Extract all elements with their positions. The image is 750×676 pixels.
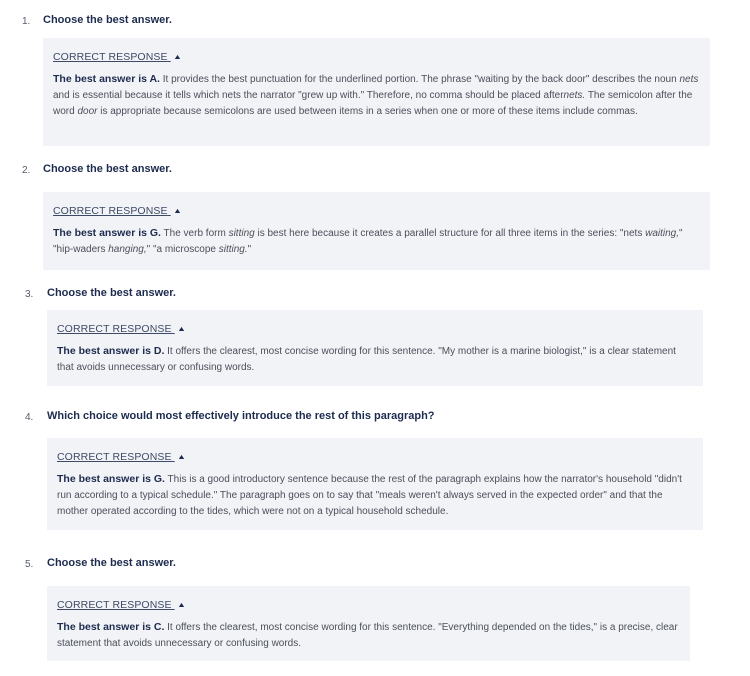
explanation-text: and is essential because it tells which nets the narrator "grew up with." Therefore, no comma should be placed after	[53, 90, 564, 101]
explanation-text: This is a good introductory sentence because the rest of the paragraph explains how the narrator's household "didn't run according to a typical schedule." The paragraph goes on to say that "meals weren't always served in the expected order" and that the mother operated according to the tides, which were not on a typical household schedule.	[57, 474, 682, 517]
question-number: 2.	[22, 165, 31, 176]
question-number: 3.	[25, 289, 34, 300]
italic-term: nets.	[563, 90, 586, 101]
question-title: Choose the best answer.	[47, 287, 176, 299]
explanation-text: It provides the best punctuation for the underlined portion. The phrase "waiting by the back door" describes the noun	[159, 74, 680, 85]
answer-explanation	[57, 471, 693, 520]
italic-term: sitting	[228, 228, 255, 239]
correct-response-panel	[47, 586, 690, 661]
italic-term: hanging,	[108, 244, 147, 255]
correct-response-label: CORRECT RESPONSE	[57, 323, 172, 335]
question-number: 1.	[22, 16, 31, 27]
answer-lead: The best answer is G.	[53, 227, 161, 239]
answer-lead: The best answer is C.	[57, 621, 165, 633]
answer-lead: The best answer is D.	[57, 345, 165, 357]
correct-response-toggle[interactable]	[57, 451, 185, 463]
italic-term: door	[77, 106, 98, 117]
answer-lead: The best answer is G.	[57, 473, 165, 485]
correct-response-toggle[interactable]	[53, 205, 181, 217]
chevron-up-icon: ▲	[176, 454, 186, 461]
chevron-up-icon: ▲	[176, 602, 186, 609]
explanation-text: is best here because it creates a parallel structure for all three items in the series: "nets	[254, 228, 646, 239]
answer-explanation	[53, 71, 700, 120]
chevron-up-icon: ▲	[172, 54, 182, 61]
explanation-text: It offers the clearest, most concise wording for this sentence. "Everything depended on the tides," is a precise, clear statement that avoids unnecessary or confusing words.	[57, 622, 678, 649]
question-title: Choose the best answer.	[43, 14, 172, 26]
chevron-up-icon: ▲	[172, 208, 182, 215]
answer-explanation	[53, 225, 700, 258]
answer-lead: The best answer is A.	[53, 73, 160, 85]
correct-response-panel	[47, 438, 703, 530]
correct-response-toggle[interactable]	[57, 323, 185, 335]
correct-response-panel	[47, 310, 703, 386]
italic-term: nets	[679, 74, 699, 85]
correct-response-label: CORRECT RESPONSE	[57, 451, 172, 463]
answer-explanation	[57, 343, 693, 376]
italic-term: sitting.	[218, 244, 248, 255]
explanation-text: " "a microscope	[146, 244, 219, 255]
answer-explanation	[57, 619, 680, 652]
correct-response-panel	[43, 38, 710, 146]
question-number: 5.	[25, 559, 34, 570]
correct-response-toggle[interactable]	[57, 599, 185, 611]
correct-response-label: CORRECT RESPONSE	[53, 205, 168, 217]
question-title: Choose the best answer.	[43, 163, 172, 175]
question-title: Choose the best answer.	[47, 557, 176, 569]
question-title: Which choice would most effectively introduce the rest of this paragraph?	[47, 410, 435, 422]
question-number: 4.	[25, 412, 34, 423]
chevron-up-icon: ▲	[176, 326, 186, 333]
correct-response-label: CORRECT RESPONSE	[57, 599, 172, 611]
explanation-text: The verb form	[160, 228, 229, 239]
explanation-text: "	[247, 244, 252, 255]
explanation-text: It offers the clearest, most concise wording for this sentence. "My mother is a marine biologist," is a clear statement that avoids unnecessary or confusing words.	[57, 346, 676, 373]
italic-term: waiting,	[645, 228, 680, 239]
correct-response-label: CORRECT RESPONSE	[53, 51, 168, 63]
explanation-text: is appropriate because semicolons are used between items in a series when one or more of these items include commas.	[97, 106, 638, 117]
correct-response-panel	[43, 192, 710, 270]
correct-response-toggle[interactable]	[53, 51, 181, 63]
explanation-text: The semicolon after the word	[53, 90, 693, 117]
explanation-text: " "hip-waders	[53, 228, 683, 255]
